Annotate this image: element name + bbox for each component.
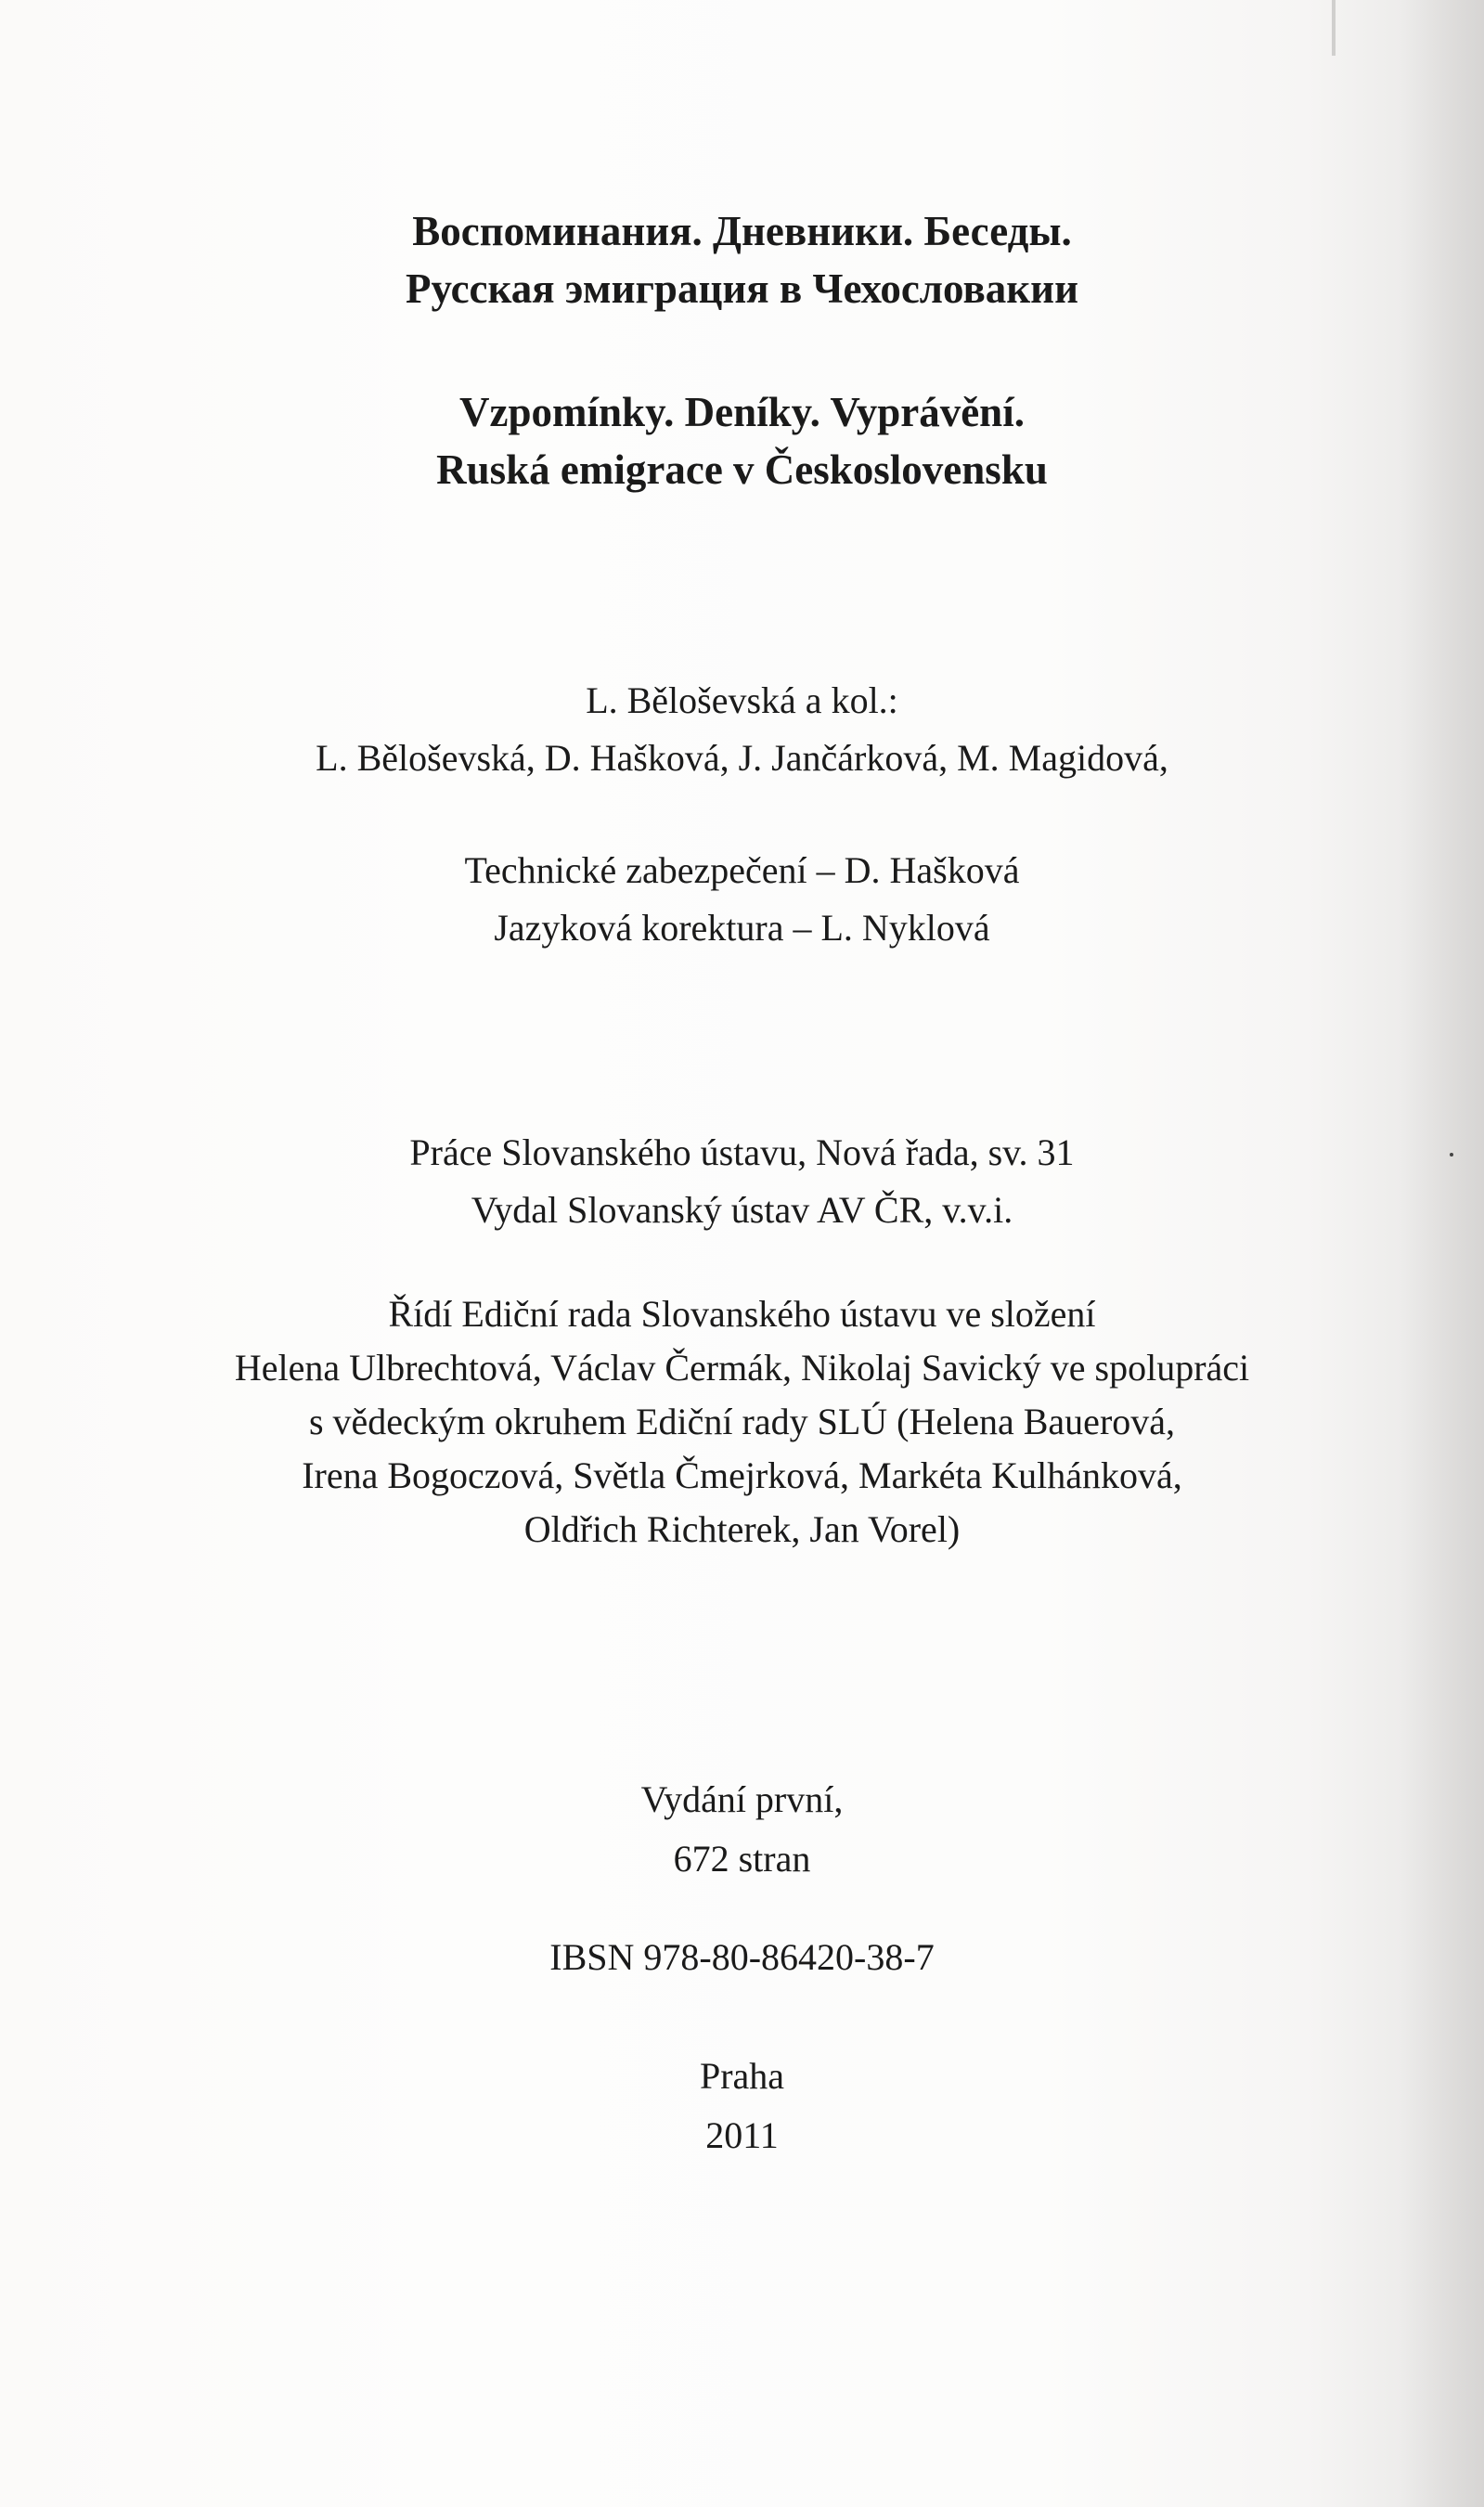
authors-lead: L. Běloševská a kol.: — [586, 679, 898, 721]
imprint-city: Praha — [699, 2055, 785, 2097]
edition-number: Vydání první, — [640, 1778, 844, 1820]
czech-title-line-2: Ruská emigrace v Československu — [436, 446, 1048, 493]
series-info — [0, 1124, 1484, 1239]
imprint — [0, 2047, 1484, 2165]
publisher: Vydal Slovanský ústav AV ČR, v.v.i. — [471, 1189, 1013, 1231]
russian-title — [0, 202, 1484, 317]
editorial-board — [0, 1287, 1484, 1557]
editorial-board-line-2: Helena Ulbrechtová, Václav Čermák, Nikolaj Savický ve spolupráci — [234, 1347, 1250, 1389]
czech-title — [0, 383, 1484, 498]
editorial-board-line-3: s vědeckým okruhem Ediční rady SLÚ (Helena Bauerová, — [308, 1401, 1176, 1442]
page-edge-mark — [1332, 0, 1336, 56]
editorial-board-line-1: Řídí Ediční rada Slovanského ústavu ve složení — [388, 1293, 1096, 1335]
russian-title-line-2: Русская эмиграция в Чехословакии — [405, 265, 1079, 312]
page-count: 672 stran — [673, 1838, 811, 1880]
authors-block — [0, 672, 1484, 787]
edition-info — [0, 1770, 1484, 1889]
isbn — [0, 1929, 1484, 1986]
series-title: Práce Slovanského ústavu, Nová řada, sv. 31 — [409, 1131, 1075, 1173]
technical-support: Technické zabezpečení – D. Hašková — [464, 849, 1020, 891]
russian-title-line-1: Воспоминания. Дневники. Беседы. — [412, 208, 1072, 254]
editorial-board-line-4: Irena Bogoczová, Světla Čmejrková, Markéta Kulhánková, — [302, 1454, 1182, 1496]
czech-title-line-1: Vzpomínky. Deníky. Vyprávění. — [459, 389, 1025, 435]
technical-credits — [0, 842, 1484, 957]
editorial-board-line-5: Oldřich Richterek, Jan Vorel) — [523, 1508, 961, 1550]
authors-list: L. Běloševská, D. Hašková, J. Jančárková, M. Magidová, — [316, 737, 1168, 779]
isbn-number: IBSN 978-80-86420-38-7 — [549, 1936, 935, 1978]
imprint-year: 2011 — [705, 2114, 779, 2156]
language-proofreading: Jazyková korektura – L. Nyklová — [494, 907, 990, 949]
